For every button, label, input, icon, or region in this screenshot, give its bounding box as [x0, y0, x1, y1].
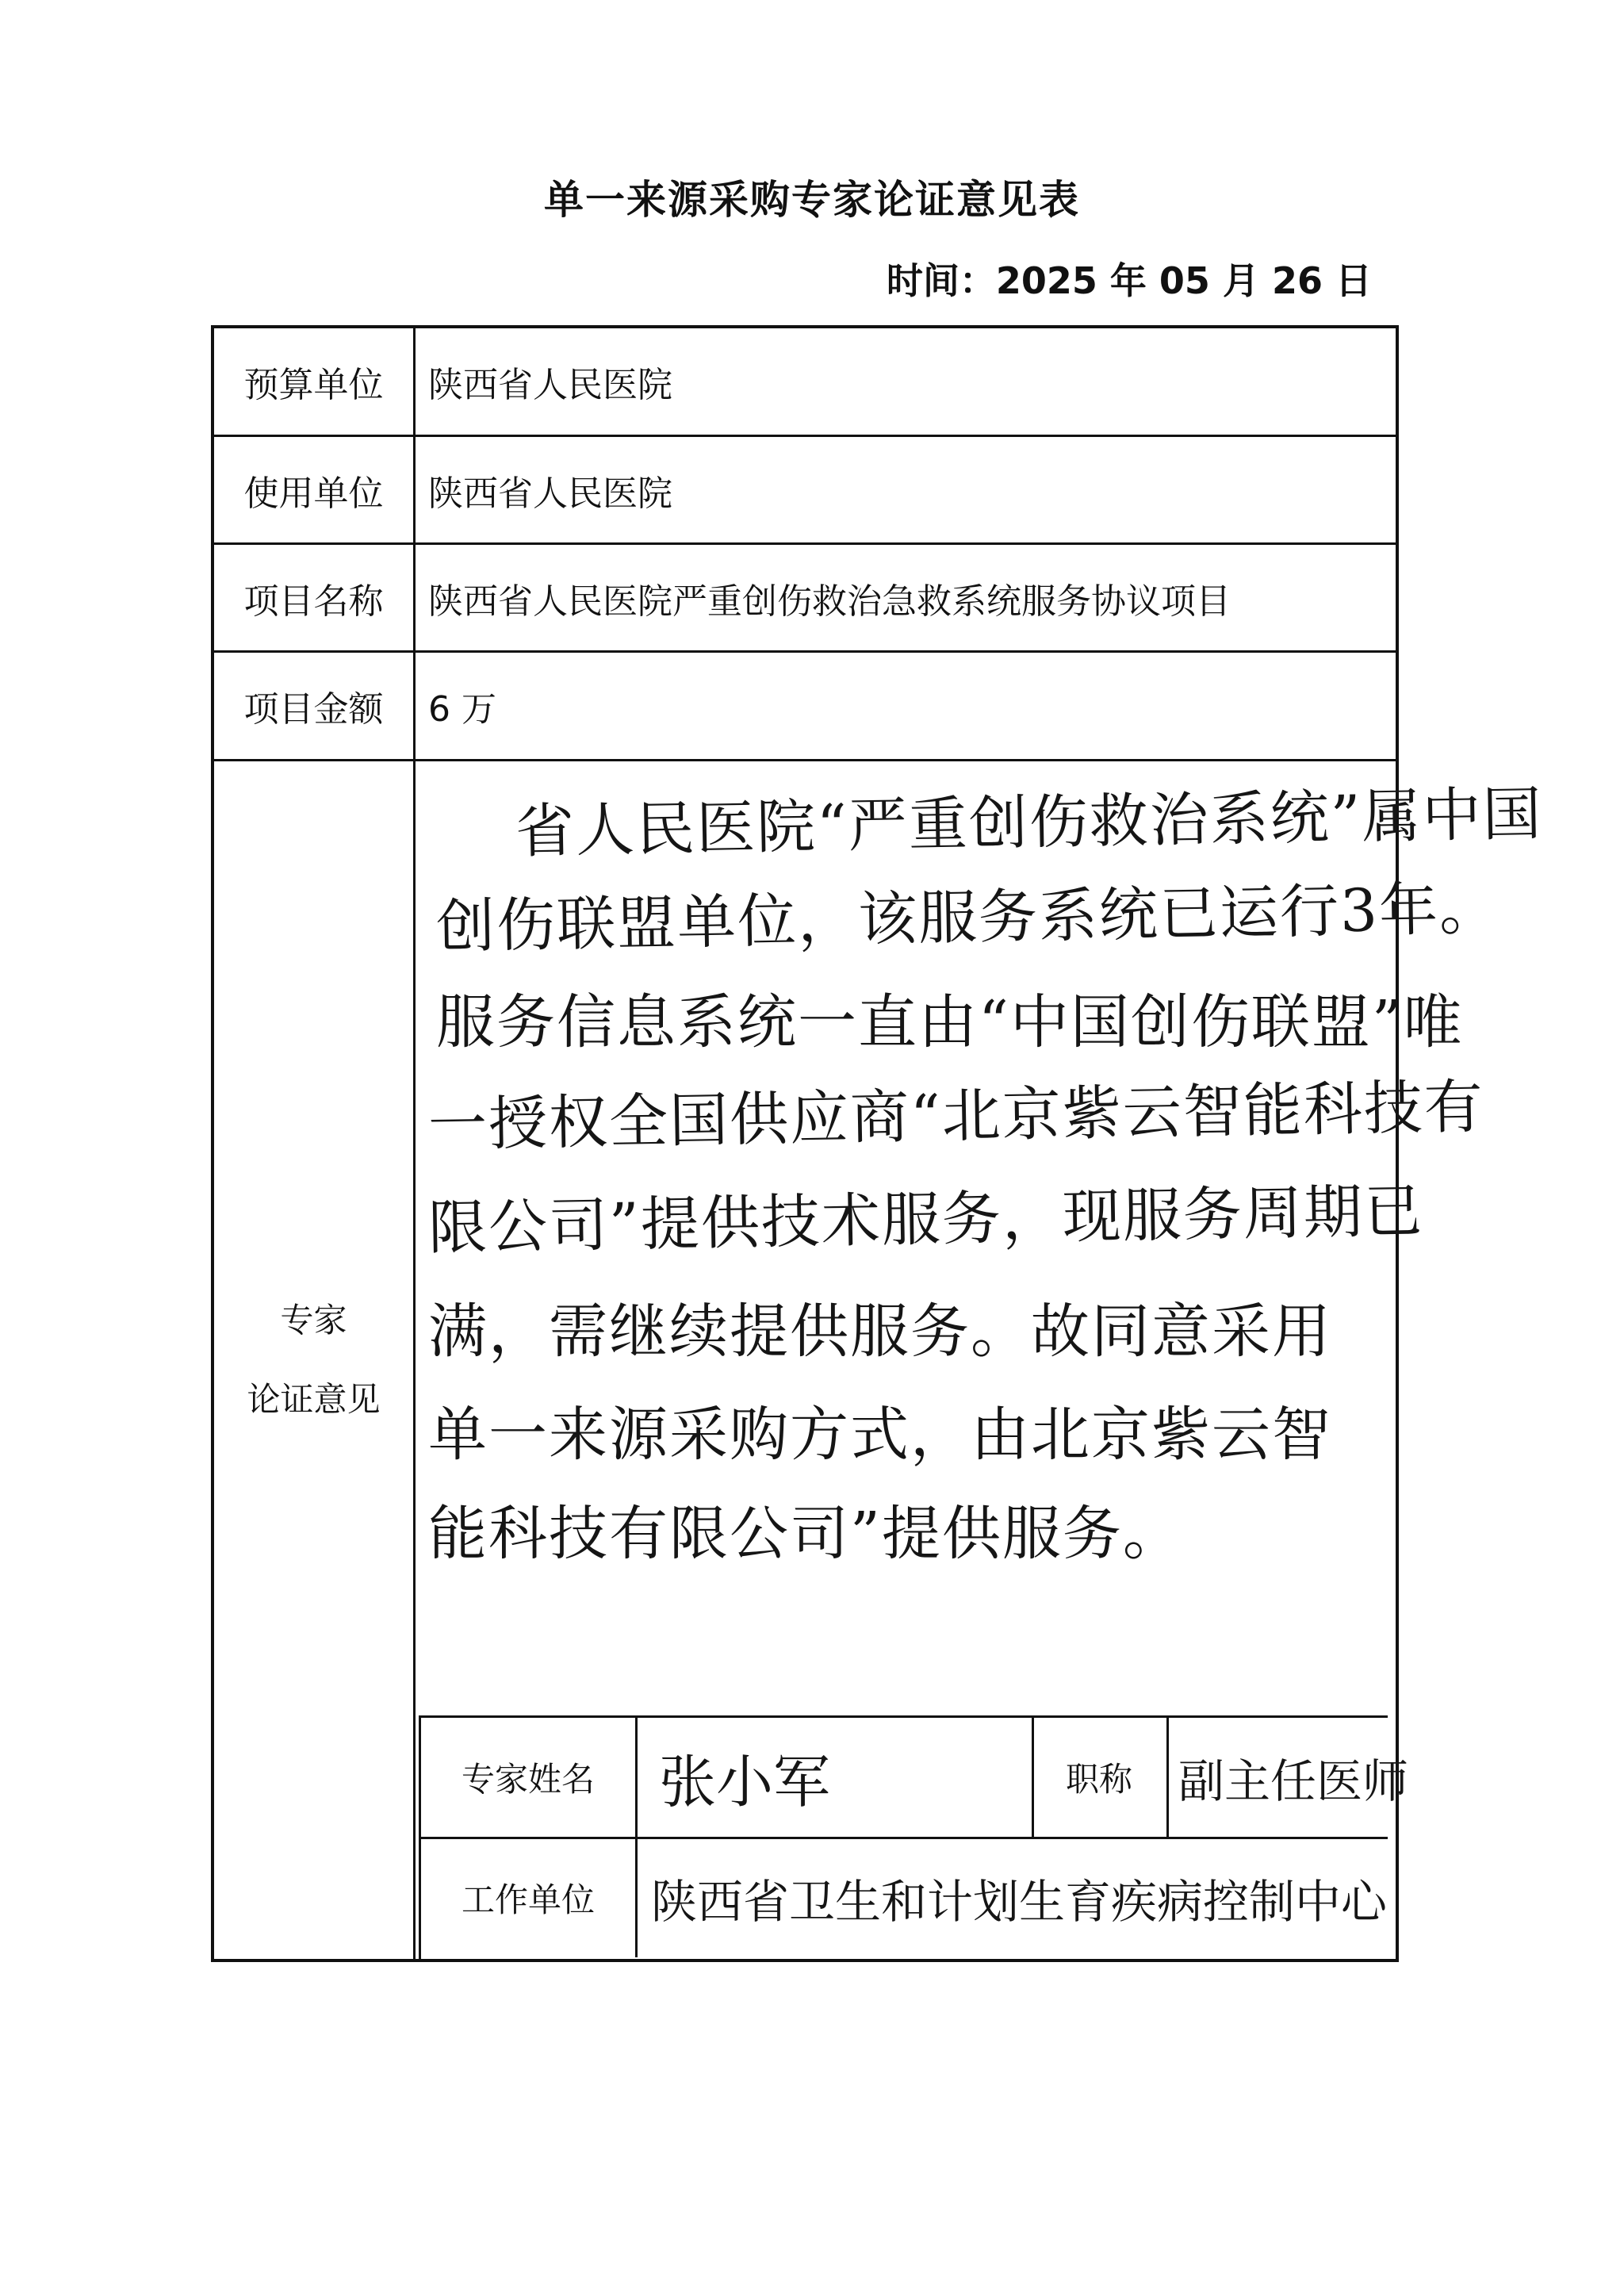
- opinion-line: 服务信息系统一直由“中国创伤联盟”唯: [436, 988, 1464, 1056]
- divider: [635, 1838, 638, 1957]
- document-date: 时间：2025 年 05 月 26 日: [886, 259, 1372, 302]
- opinion-line: 单一来源采购方式，由北京紫云智: [428, 1401, 1332, 1469]
- user-unit-value: 陕西省人民医院: [428, 473, 672, 514]
- divider: [635, 1718, 638, 1837]
- project-name-row: [214, 545, 1396, 653]
- opinion-line: 限公司”提供技术服务，现服务周期已: [427, 1177, 1425, 1263]
- user-unit-row: [214, 437, 1396, 545]
- page-title: 单一来源采购专家论证意见表: [544, 177, 1080, 223]
- signature-unit-row: [421, 1838, 1388, 1957]
- divider: [1032, 1718, 1034, 1837]
- divider: [1166, 1718, 1169, 1837]
- budget-unit-value: 陕西省人民医院: [428, 365, 672, 405]
- signature-table: [419, 1715, 1409, 1959]
- title-value: 副主任医师: [1178, 1754, 1409, 1808]
- form-table: [211, 325, 1544, 1962]
- project-amount-label: 项目金额: [214, 653, 416, 759]
- opinion-line: 一授权全国供应商“北京紫云智能科技有: [427, 1072, 1485, 1159]
- work-unit-label: 工作单位: [461, 1880, 595, 1919]
- opinion-line: 省人民医院“严重创伤救治系统”属中国: [515, 780, 1544, 866]
- project-amount-value: 6 万: [428, 689, 496, 730]
- project-amount-row: [214, 653, 1396, 761]
- budget-unit-row: [214, 328, 1396, 437]
- expert-opinion-section: [214, 761, 1544, 1959]
- opinion-line: 创伤联盟单位，该服务系统已运行3年。: [435, 874, 1500, 961]
- opinion-line: 能科技有限公司”提供服务。: [428, 1500, 1183, 1568]
- project-name-label: 项目名称: [214, 545, 416, 650]
- expert-opinion-label: [214, 761, 416, 1959]
- expert-name-value: 张小军: [659, 1749, 831, 1815]
- signature-name-row: [421, 1718, 1409, 1839]
- opinion-line: 满，需继续提供服务。故同意采用: [428, 1297, 1332, 1366]
- project-name-value: 陕西省人民医院严重创伤救治急救系统服务协议项目: [428, 581, 1231, 622]
- expert-opinion-handwriting: [427, 761, 1544, 1697]
- title-label: 职称: [1065, 1760, 1132, 1799]
- expert-opinion-label-line1: 专家: [280, 1301, 347, 1340]
- expert-opinion-label-line2: 论证意见: [247, 1380, 381, 1419]
- expert-name-label: 专家姓名: [461, 1760, 595, 1799]
- budget-unit-label: 预算单位: [214, 328, 416, 435]
- user-unit-label: 使用单位: [214, 437, 416, 542]
- work-unit-value: 陕西省卫生和计划生育疾病控制中心: [651, 1875, 1388, 1929]
